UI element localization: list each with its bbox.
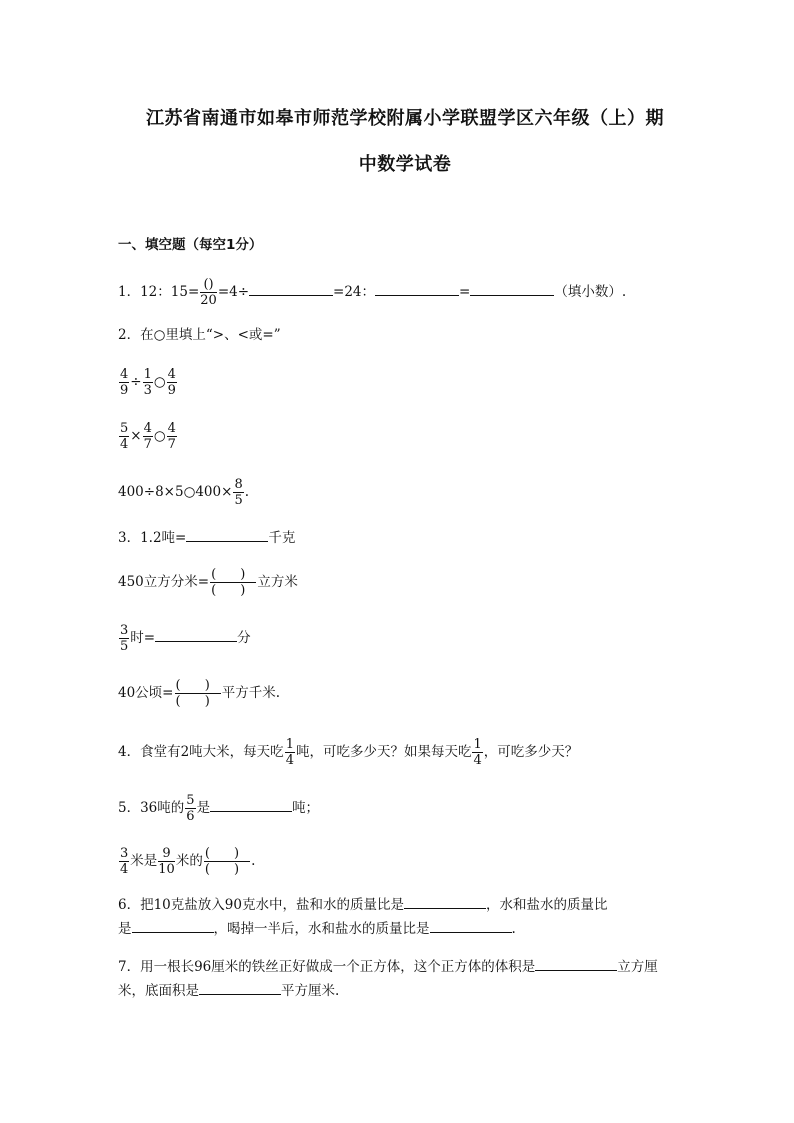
blank-fraction[interactable]: $\frac{( )}{( )}$ — [211, 567, 256, 598]
question-6-line-2: 是 ，喝掉一半后，水和盐水的质量比是 . — [118, 918, 516, 939]
compare-circle[interactable]: ○ — [153, 374, 166, 390]
answer-blank[interactable] — [249, 281, 333, 296]
answer-blank[interactable] — [470, 281, 554, 296]
answer-blank[interactable] — [199, 980, 281, 995]
blank-fraction[interactable]: $\frac{( )}{( )}$ — [175, 678, 220, 709]
question-7-line-2: 米，底面积是 平方厘米. — [118, 980, 339, 1001]
answer-blank[interactable] — [155, 627, 237, 642]
title-line-2: 中数学试卷 — [358, 154, 452, 175]
question-7-line-1: 7．用一根长96厘米的铁丝正好做成一个正方体，这个正方体的体积是 立方厘 — [118, 956, 658, 977]
answer-blank[interactable] — [132, 918, 214, 933]
question-2a: $\frac{4}{9}$ ÷ $\frac{1}{3}$ ○ $\frac{4}{9}$ — [120, 367, 176, 398]
question-3d: 40公顷= $\frac{( )}{( )}$ 平方千米. — [118, 678, 281, 709]
question-3c: $\frac{3}{5}$ 时= 分 — [120, 623, 251, 654]
answer-blank[interactable] — [375, 281, 459, 296]
question-2b: $\frac{5}{4}$ × $\frac{4}{7}$ ○ $\frac{4}{7}$ — [120, 421, 176, 452]
question-2c: 400÷8×5○400× $\frac{8}{5}$ . — [118, 477, 250, 508]
section-heading: 一、填空题（每空1分） — [118, 237, 263, 253]
answer-blank[interactable] — [210, 797, 292, 812]
question-5b: $\frac{3}{4}$ 米是 $\frac{9}{10}$ 米的 $\frac{( )}{( )}$ . — [120, 846, 256, 877]
compare-circle[interactable]: ○ — [153, 428, 166, 444]
fraction: $\frac{()}{20}$ — [200, 277, 217, 308]
question-5a: 5．36吨的 $\frac{5}{6}$ 是 吨； — [118, 793, 320, 824]
question-4: 4．食堂有2吨大米，每天吃 $\frac{1}{4}$ 吨，可吃多少天？如果每天吃 $\frac{1}{4}$ ，可吃多少天？ — [118, 737, 579, 768]
exam-title — [110, 96, 700, 188]
title-line-1: 江苏省南通市如皋市师范学校附属小学联盟学区六年级（上）期 — [146, 108, 664, 129]
question-1: 1．12：15= $\frac{()}{20}$ =4÷ =24： = （填小数）. — [118, 277, 627, 308]
answer-blank[interactable] — [404, 894, 486, 909]
question-3a: 3．1.2吨= 千克 — [118, 527, 295, 548]
question-3b: 450立方分米= $\frac{( )}{( )}$ 立方米 — [118, 567, 298, 598]
question-2: 2．在○里填上“>、<或=” — [118, 327, 281, 343]
answer-blank[interactable] — [430, 918, 512, 933]
blank-fraction[interactable]: $\frac{( )}{( )}$ — [204, 846, 250, 877]
answer-blank[interactable] — [535, 956, 617, 971]
question-6-line-1: 6．把10克盐放入90克水中，盐和水的质量比是 ，水和盐水的质量比 — [118, 894, 607, 915]
answer-blank[interactable] — [186, 527, 268, 542]
